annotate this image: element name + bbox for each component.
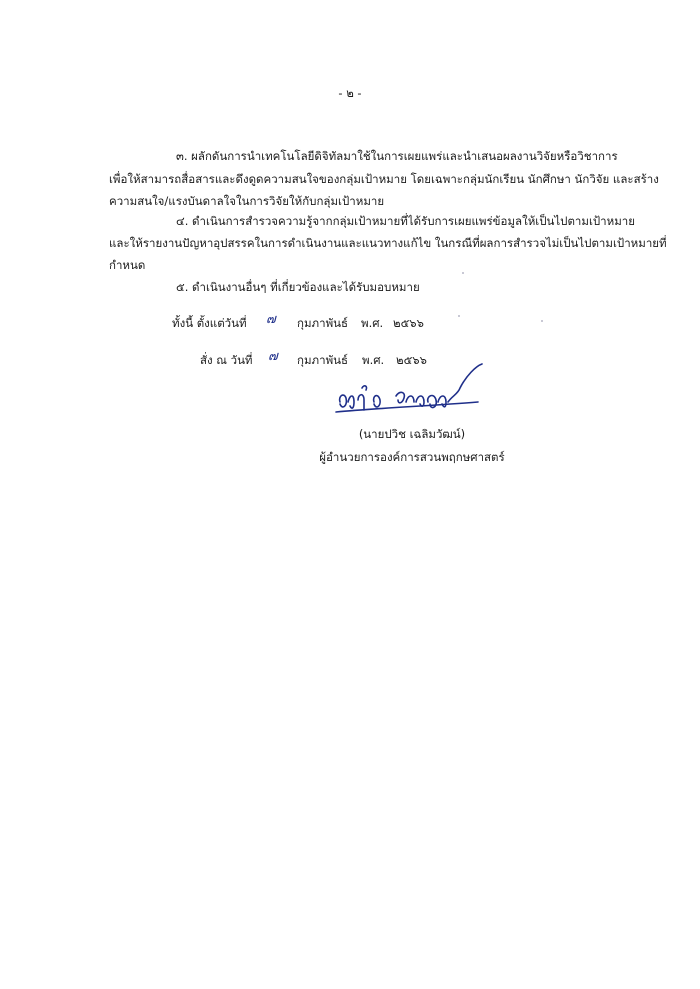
ordered-year: ๒๕๖๖ xyxy=(396,353,427,367)
effective-year: ๒๕๖๖ xyxy=(393,316,424,330)
item-3-line-3: ความสนใจ/แรงบันดาลใจในการวิจัยให้กับกลุ่มเป้าหมาย xyxy=(109,194,385,208)
effective-day: ๗ xyxy=(266,312,276,327)
item-3-line-2: เพื่อให้สามารถสื่อสารและดึงดูดความสนใจของกลุ่มเป้าหมาย โดยเฉพาะกลุ่มนักเรียน นักศึกษา นักวิจัย และสร้าง xyxy=(109,172,659,186)
effective-era: พ.ศ. xyxy=(361,316,384,330)
signatory-position: ผู้อำนวยการองค์การสวนพฤกษศาสตร์ xyxy=(319,450,505,464)
scan-speck xyxy=(462,272,464,274)
effective-prefix: ทั้งนี้ ตั้งแต่วันที่ xyxy=(172,316,247,330)
handwritten-signature xyxy=(318,358,498,428)
signatory-name: (นายปวิช เฉลิมวัฒน์) xyxy=(358,427,466,441)
scan-speck xyxy=(541,320,543,322)
item-4-line-1: ๔. ดำเนินการสำรวจความรู้จากกลุ่มเป้าหมายที่ได้รับการเผยแพร่ข้อมูลให้เป็นไปตามเป้าหมาย xyxy=(176,214,636,228)
ordered-month: กุมภาพันธ์ xyxy=(297,353,349,367)
ordered-day: ๗ xyxy=(268,349,278,364)
effective-month: กุมภาพันธ์ xyxy=(297,316,349,330)
item-5-line-1: ๕. ดำเนินงานอื่นๆ ที่เกี่ยวข้องและได้รับมอบหมาย xyxy=(176,280,420,294)
page-number: - ๒ - xyxy=(338,86,362,100)
item-3-line-1: ๓. ผลักดันการนำเทคโนโลยีดิจิทัลมาใช้ในการเผยแพร่และนำเสนอผลงานวิจัยหรือวิชาการ xyxy=(176,149,618,163)
ordered-era: พ.ศ. xyxy=(362,353,385,367)
item-4-line-3: กำหนด xyxy=(109,258,146,272)
item-4-line-2: และให้รายงานปัญหาอุปสรรคในการดำเนินงานและแนวทางแก้ไข ในกรณีที่ผลการสำรวจไม่เป็นไปตามเป้าหมายที่ xyxy=(109,236,667,250)
scan-speck xyxy=(458,315,460,317)
ordered-prefix: สั่ง ณ วันที่ xyxy=(200,353,253,367)
